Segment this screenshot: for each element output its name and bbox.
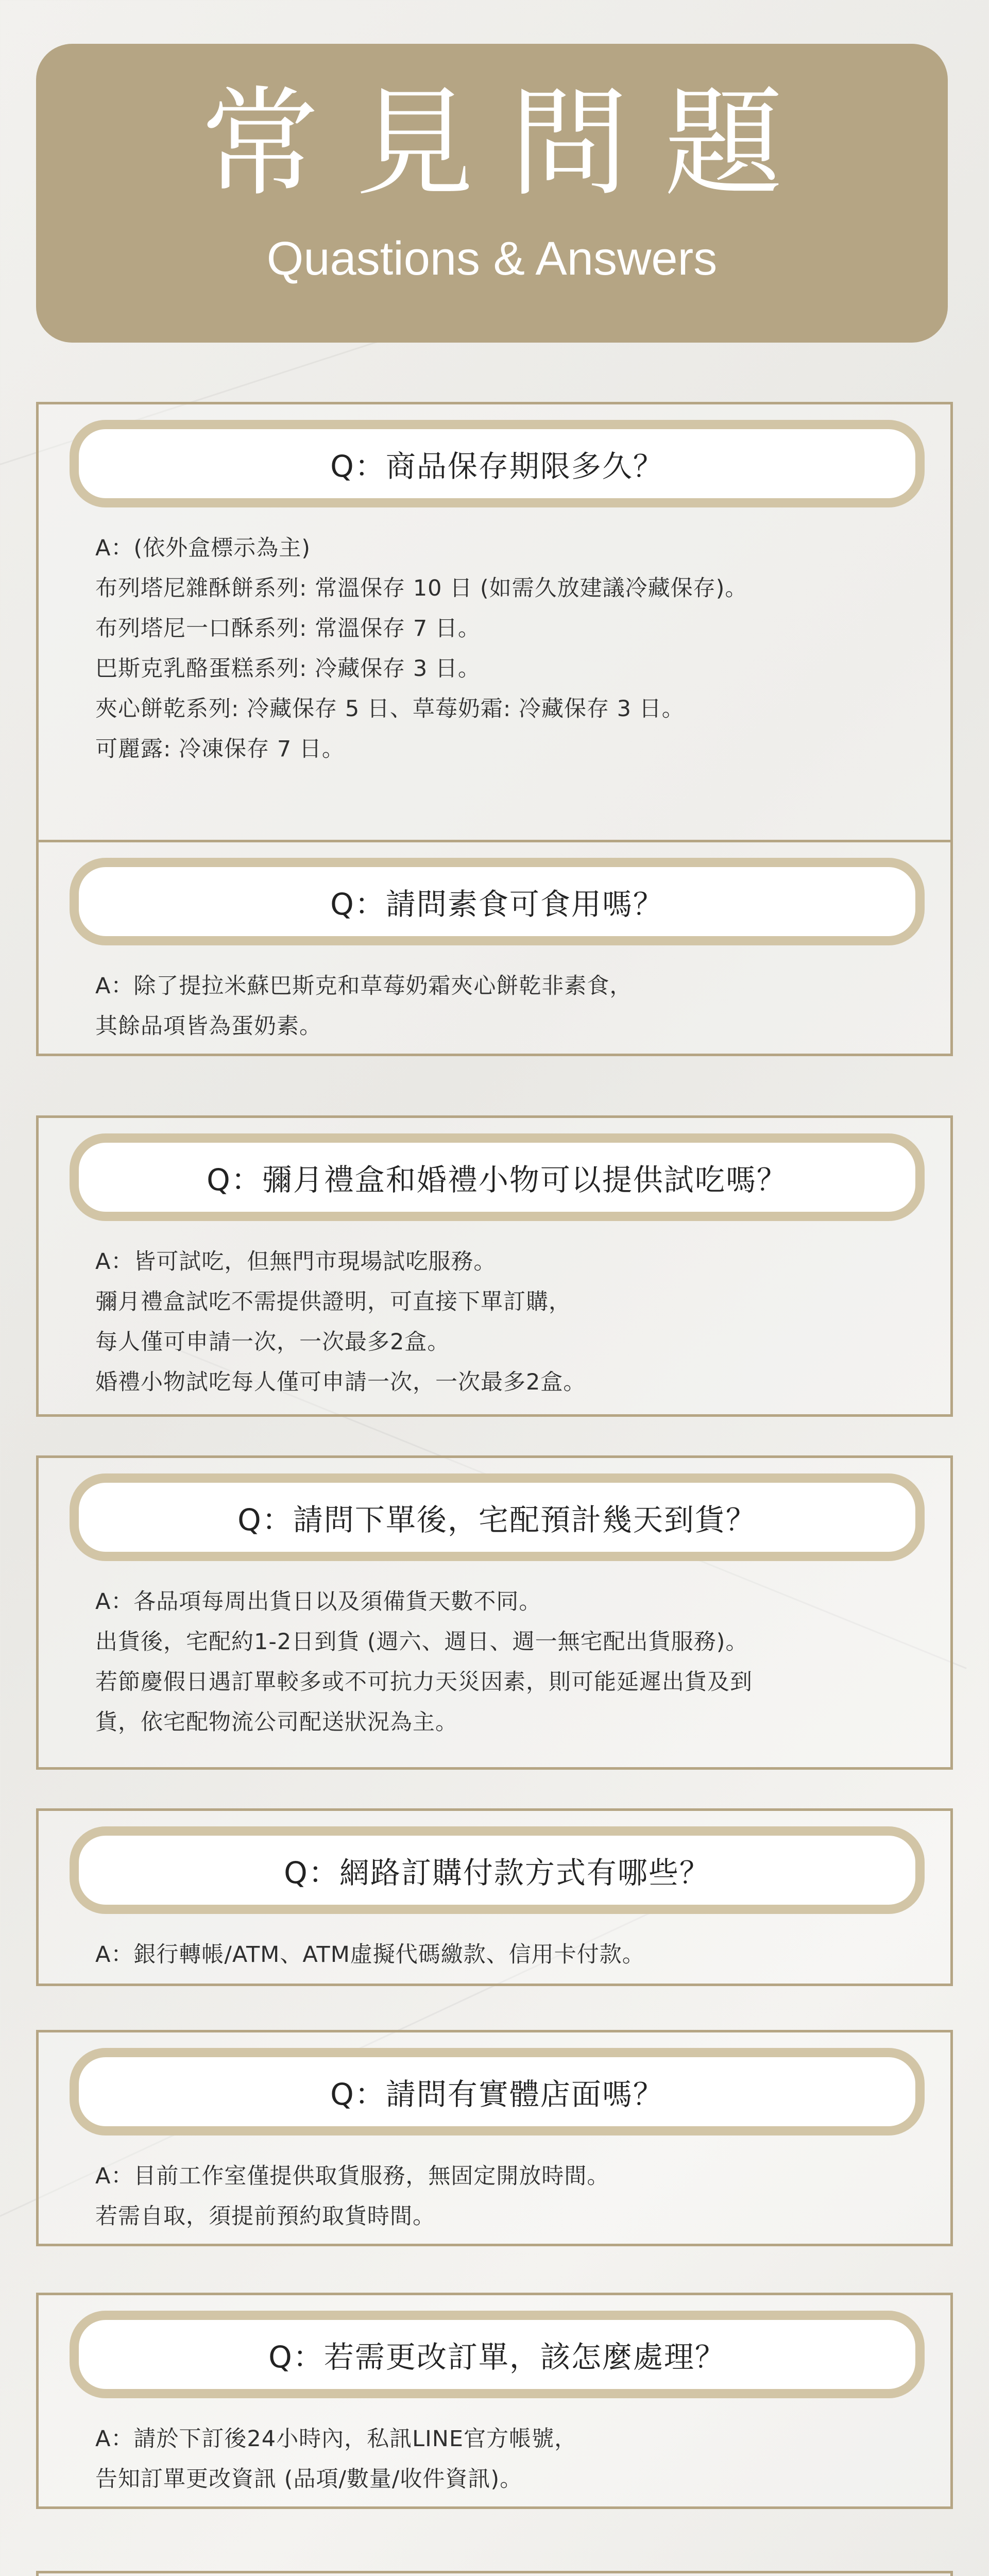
faq-question: Q：請問有實體店面嗎？ <box>70 2048 925 2136</box>
faq-answer <box>95 1935 930 1975</box>
faq-answer <box>95 1582 930 1742</box>
answer-line: 巴斯克乳酪蛋糕系列: 冷藏保存 3 日。 <box>95 656 481 682</box>
answer-line: 夾心餅乾系列: 冷藏保存 5 日、草莓奶霜: 冷藏保存 3 日。 <box>95 696 685 722</box>
answer-line: 每人僅可申請一次，一次最多2盒。 <box>95 1329 450 1355</box>
faq-item <box>36 402 953 842</box>
answer-line: 其餘品項皆為蛋奶素。 <box>95 1013 322 1039</box>
faq-answer <box>95 2419 930 2499</box>
faq-item <box>36 2571 953 2576</box>
answer-line: 告知訂單更改資訊 (品項/數量/收件資訊)。 <box>95 2466 523 2492</box>
answer-line: A：請於下訂後24小時內，私訊LINE官方帳號， <box>95 2426 577 2452</box>
faq-item <box>36 1808 953 1986</box>
page-subtitle: Quastions & Answers <box>266 232 718 285</box>
faq-question: Q：網路訂購付款方式有哪些？ <box>70 1826 925 1914</box>
faq-item <box>36 840 953 1056</box>
faq-item <box>36 1115 953 1417</box>
answer-line: A：除了提拉米蘇巴斯克和草莓奶霜夾心餅乾非素食， <box>95 973 633 999</box>
faq-answer <box>95 2156 930 2236</box>
faq-question: Q：若需更改訂單，該怎麼處理？ <box>70 2311 925 2398</box>
faq-question: Q：彌月禮盒和婚禮小物可以提供試吃嗎？ <box>70 1133 925 1221</box>
answer-line: 若節慶假日遇訂單較多或不可抗力天災因素，則可能延遲出貨及到 <box>95 1669 753 1695</box>
faq-question: Q：商品保存期限多久？ <box>70 420 925 507</box>
answer-line: A：皆可試吃，但無門市現場試吃服務。 <box>95 1249 497 1275</box>
answer-line: 布列塔尼雜酥餅系列: 常溫保存 10 日 (如需久放建議冷藏保存)。 <box>95 575 748 601</box>
answer-line: 貨，依宅配物流公司配送狀況為主。 <box>95 1709 458 1735</box>
page-title: 常見問題 <box>201 75 819 213</box>
answer-line: A：各品項每周出貨日以及須備貨天數不同。 <box>95 1589 542 1615</box>
answer-line: A：(依外盒標示為主) <box>95 535 311 561</box>
answer-line: 可麗露: 冷凍保存 7 日。 <box>95 736 345 762</box>
faq-item <box>36 1455 953 1770</box>
answer-line: A：目前工作室僅提供取貨服務，無固定開放時間。 <box>95 2163 610 2189</box>
faq-item <box>36 2293 953 2509</box>
answer-line: A：銀行轉帳/ATM、ATM虛擬代碼繳款、信用卡付款。 <box>95 1942 645 1968</box>
faq-question: Q：請問素食可食用嗎？ <box>70 858 925 945</box>
answer-line: 若需自取，須提前預約取貨時間。 <box>95 2204 435 2229</box>
faq-question: Q：請問下單後，宅配預計幾天到貨？ <box>70 1473 925 1561</box>
answer-line: 布列塔尼一口酥系列: 常溫保存 7 日。 <box>95 616 481 641</box>
faq-item <box>36 2030 953 2246</box>
answer-line: 彌月禮盒試吃不需提供證明，可直接下單訂購， <box>95 1289 571 1315</box>
answer-line: 出貨後，宅配約1-2日到貨 (週六、週日、週一無宅配出貨服務)。 <box>95 1629 748 1655</box>
faq-answer <box>95 966 930 1046</box>
faq-answer <box>95 1242 930 1402</box>
answer-line: 婚禮小物試吃每人僅可申請一次，一次最多2盒。 <box>95 1369 586 1395</box>
page-header <box>36 44 948 343</box>
faq-answer <box>95 528 930 769</box>
